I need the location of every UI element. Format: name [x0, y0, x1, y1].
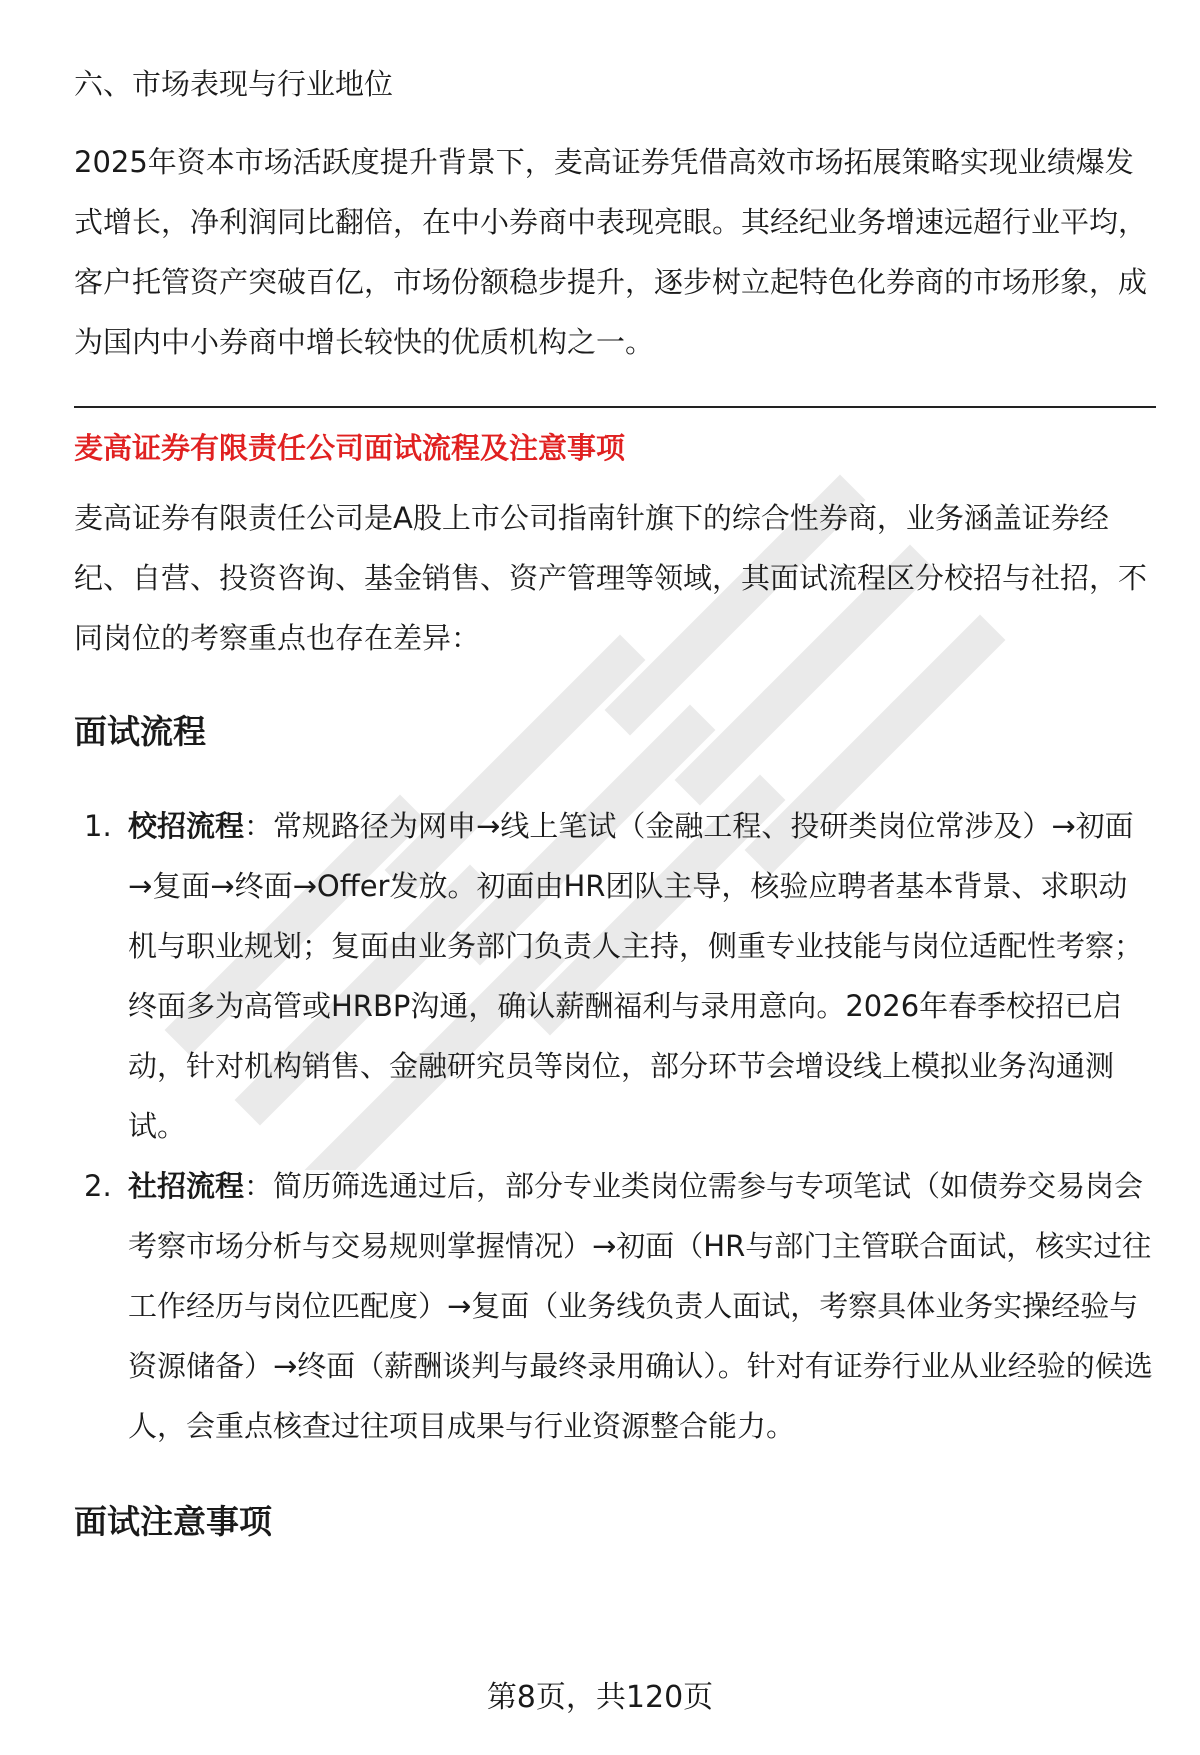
list-item-text: ：简历筛选通过后，部分专业类岗位需参与专项笔试（如债券交易岗会考察市场分析与交易规则掌握情况）→初面（HR与部门主管联合面试，核实过往工作经历与岗位匹配度）→复面（业务线负责人面试，考察具体业务实操经验与资源储备）→终面（薪酬谈判与最终录用确认）。针对有证券行业从业经验的候选人，会重点核查过往项目成果与行业资源整合能力。 — [128, 1169, 1153, 1443]
list-number: 2. — [84, 1169, 112, 1203]
list-item-text: ：常规路径为网申→线上笔试（金融工程、投研类岗位常涉及）→初面→复面→终面→Offer发放。初面由HR团队主导，核验应聘者基本背景、求职动机与职业规划；复面由业务部门负责人主持，侧重专业技能与岗位适配性考察；终面多为高管或HRBP沟通，确认薪酬福利与录用意向。2026年春季校招已启动，针对机构销售、金融研究员等岗位，部分环节会增设线上模拟业务沟通测试。 — [128, 809, 1144, 1143]
list-item-label: 校招流程 — [128, 809, 245, 843]
notes-heading: 面试注意事项 — [74, 1502, 272, 1541]
list-number: 1. — [84, 809, 112, 843]
process-heading: 面试流程 — [74, 712, 206, 751]
page-content — [74, 64, 1156, 1546]
market-paragraph: 2025年资本市场活跃度提升背景下，麦高证券凭借高效市场拓展策略实现业绩爆发式增长，净利润同比翻倍，在中小券商中表现亮眼。其经纪业务增速远超行业平均，客户托管资产突破百亿，市场份额稳步提升，逐步树立起特色化券商的市场形象，成为国内中小券商中增长较快的优质机构之一。 — [74, 145, 1148, 359]
interview-section-title: 麦高证券有限责任公司面试流程及注意事项 — [74, 431, 626, 465]
interview-intro-paragraph: 麦高证券有限责任公司是A股上市公司指南针旗下的综合性券商，业务涵盖证券经纪、自营、投资咨询、基金销售、资产管理等领域，其面试流程区分校招与社招，不同岗位的考察重点也存在差异： — [74, 501, 1148, 655]
section-title-market: 六、市场表现与行业地位 — [74, 67, 394, 101]
process-list — [74, 796, 1156, 1456]
list-item — [74, 1156, 1156, 1456]
list-item — [74, 796, 1156, 1156]
list-item-label: 社招流程 — [128, 1169, 245, 1203]
page-number: 第8页，共120页 — [486, 1680, 714, 1715]
section-divider — [74, 406, 1156, 408]
